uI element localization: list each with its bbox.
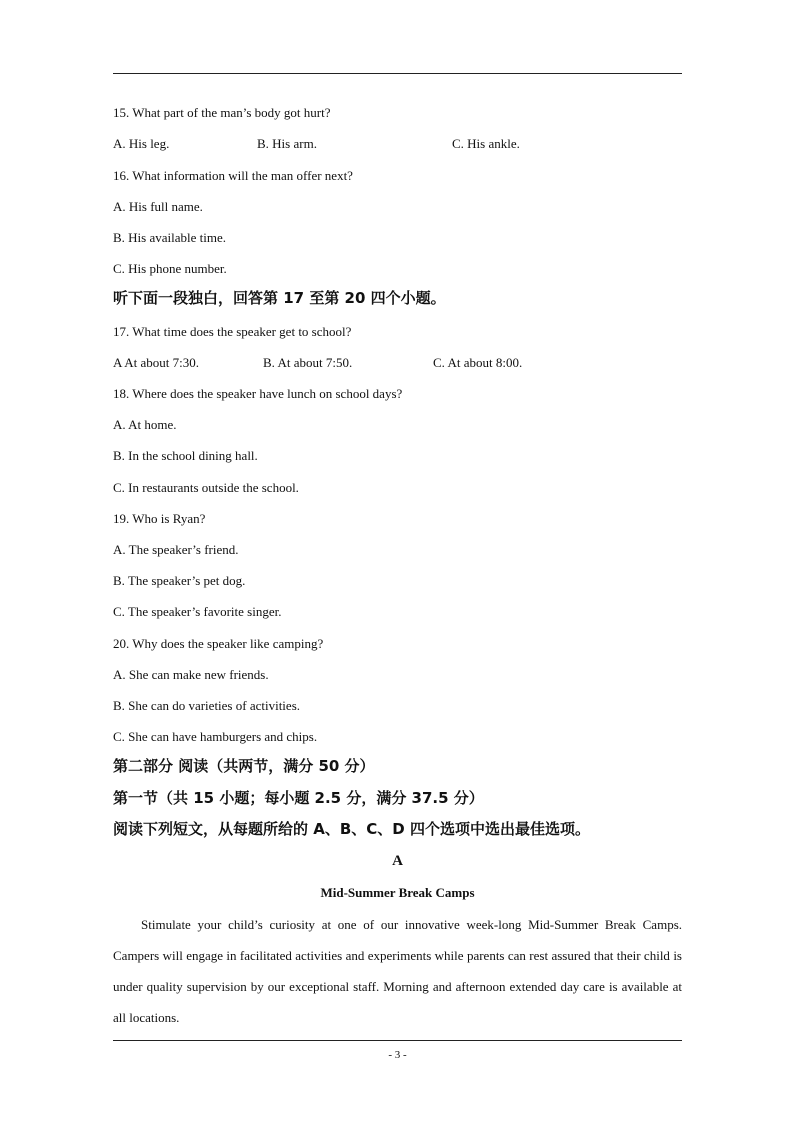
q17-option-c: C. At about 8:00. — [433, 355, 523, 370]
q15-option-b: B. His arm. — [257, 136, 317, 151]
q19-option-c: C. The speaker’s favorite singer. — [113, 604, 282, 619]
q16-option-b: B. His available time. — [113, 230, 227, 245]
passage-paragraph: Stimulate your child’s curiosity at one of our innovative week-long Mid-Summer Break Camps. Campers will engage in facilitated activities and experiments while parents can rest assured that their child is under quality supervision by our exceptional staff. Morning and afternoon extended day care is available at all locations. — [113, 917, 682, 1025]
question-15: 15. What part of the man’s body got hurt? — [113, 105, 331, 120]
q20-option-b: B. She can do varieties of activities. — [113, 698, 301, 713]
page-number: - 3 - — [388, 1049, 407, 1061]
q16-option-a: A. His full name. — [113, 199, 203, 214]
section-one-title: 第一节（共 15 小题；每小题 2.5 分，满分 37.5 分） — [113, 789, 484, 807]
question-20: 20. Why does the speaker like camping? — [113, 636, 324, 651]
q19-option-b: B. The speaker’s pet dog. — [113, 573, 246, 588]
q20-option-a: A. She can make new friends. — [113, 667, 269, 682]
passage-body — [113, 909, 682, 1033]
question-16: 16. What information will the man offer next? — [113, 168, 353, 183]
monologue-instruction: 听下面一段独白，回答第 17 至第 20 四个小题。 — [113, 289, 446, 307]
q19-option-a: A. The speaker’s friend. — [113, 542, 239, 557]
part-two-title: 第二部分 阅读（共两节，满分 50 分） — [113, 757, 375, 775]
q18-option-a: A. At home. — [113, 417, 177, 432]
footer-rule — [113, 1040, 682, 1041]
q16-option-c: C. His phone number. — [113, 261, 227, 276]
q15-option-a: A. His leg. — [113, 136, 170, 151]
header-rule — [113, 73, 682, 74]
question-17: 17. What time does the speaker get to school? — [113, 324, 352, 339]
passage-title: Mid-Summer Break Camps — [320, 885, 475, 900]
reading-instruction: 阅读下列短文，从每题所给的 A、B、C、D 四个选项中选出最佳选项。 — [113, 820, 590, 838]
q17-option-a: A At about 7:30. — [113, 355, 199, 370]
q18-option-c: C. In restaurants outside the school. — [113, 480, 299, 495]
q18-option-b: B. In the school dining hall. — [113, 448, 258, 463]
q15-option-c: C. His ankle. — [452, 136, 520, 151]
q20-option-c: C. She can have hamburgers and chips. — [113, 729, 318, 744]
question-18: 18. Where does the speaker have lunch on school days? — [113, 386, 403, 401]
question-19: 19. Who is Ryan? — [113, 511, 206, 526]
q17-option-b: B. At about 7:50. — [263, 355, 353, 370]
passage-letter: A — [392, 853, 403, 869]
